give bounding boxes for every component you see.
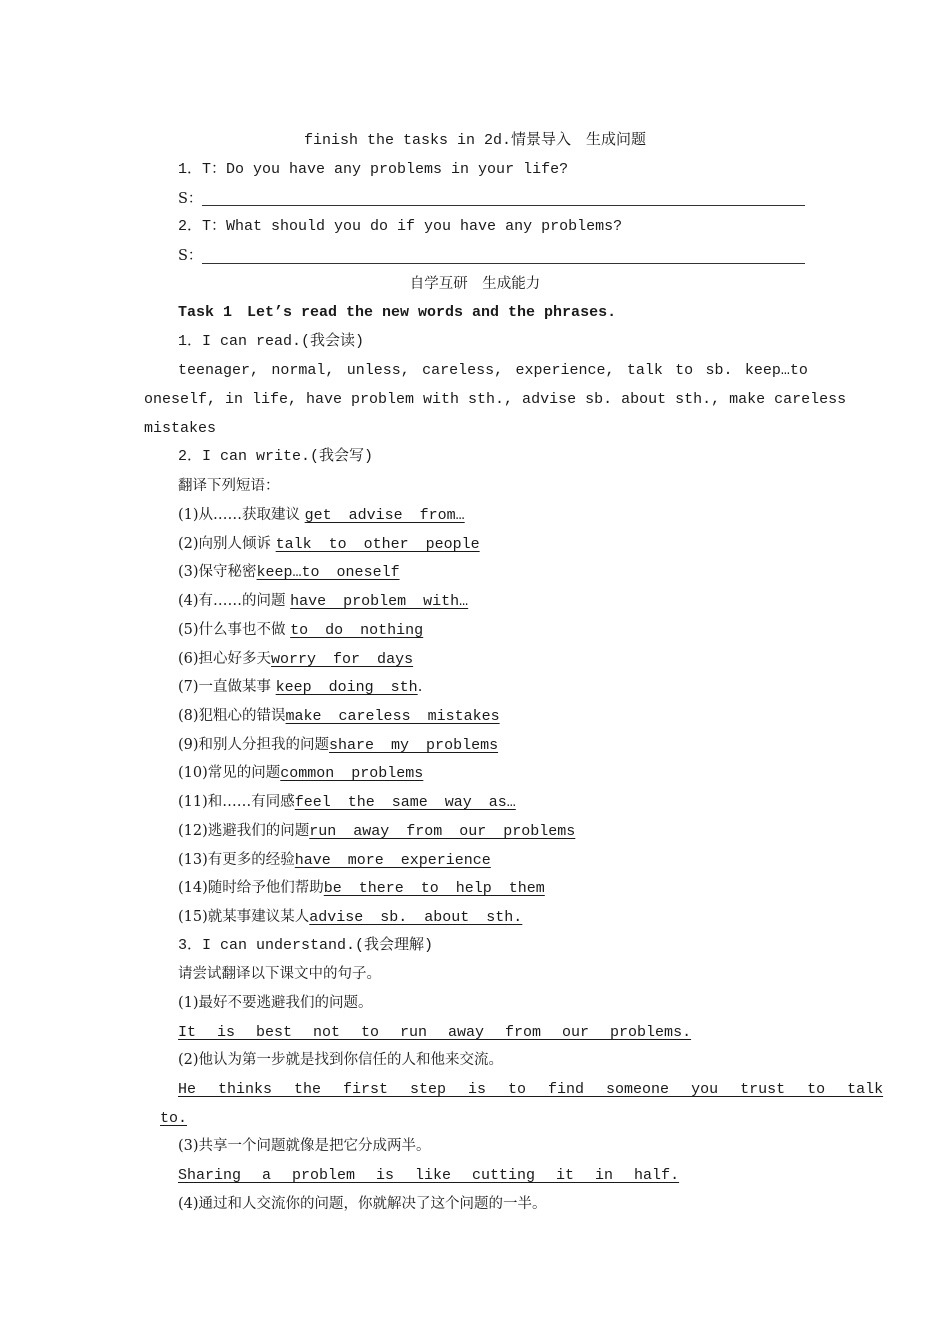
item-prompt: (13)有更多的经验 [178, 852, 295, 868]
read-words-line-1 [178, 361, 808, 381]
item-answer: keep…to oneself [256, 564, 400, 581]
sentence-answer: Sharing a problem is like cutting it in half. [178, 1167, 680, 1184]
sentence-answer-continued: to. [160, 1110, 188, 1127]
item-prompt: (5)什么事也不做 [178, 622, 286, 638]
item-answer: worry for days [271, 651, 414, 668]
understand-answer-3 [178, 1165, 679, 1186]
word: unless, [346, 362, 410, 379]
write-item-12 [178, 821, 575, 842]
answer-blank-2[interactable] [202, 263, 805, 264]
item-prompt: (9)和别人分担我的问题 [178, 737, 330, 753]
section-title: 自学互研 生成能力 [409, 276, 541, 292]
item-answer: talk to other people [275, 536, 480, 553]
question-1 [178, 160, 568, 180]
understand-instruction: 请尝试翻译以下课文中的句子。 [178, 966, 381, 982]
item-answer: have more experience [294, 852, 491, 869]
word: teenager, [178, 362, 260, 379]
item-prompt: (10)常见的问题 [178, 765, 281, 781]
read-words-line-3: mistakes [144, 420, 217, 437]
write-item-6 [178, 649, 413, 670]
write-item-2 [178, 534, 480, 555]
read-words-line-2: oneself, in life, have problem with sth., advise sb. about sth., make careless [144, 391, 847, 408]
understand-prompt-1: (1)最好不要逃避我们的问题。 [178, 995, 373, 1011]
word: keep…to [744, 362, 808, 379]
write-item-5 [178, 620, 423, 641]
item-answer: feel the same way as… [294, 794, 516, 811]
item-answer: keep doing sth [275, 679, 418, 696]
question-2 [178, 217, 622, 237]
intro-line: finish the tasks in 2d.情景导入 生成问题 [303, 132, 647, 149]
understand-prompt-4: (4)通过和人交流你的问题，你就解决了这个问题的一半。 [178, 1196, 547, 1212]
read-heading: 1．I can read.(我会读) [178, 333, 365, 350]
write-item-15 [178, 907, 522, 928]
understand-heading: 3．I can understand.(我会理解) [178, 937, 434, 954]
item-answer: advise sb. about sth. [309, 909, 523, 926]
item-prompt: (15)就某事建议某人 [178, 909, 310, 925]
write-item-3 [178, 562, 400, 583]
write-item-14 [178, 878, 545, 899]
write-heading: 2．I can write.(我会写) [178, 448, 374, 465]
item-prompt: (4)有……的问题 [178, 593, 286, 609]
understand-prompt-2: (2)他认为第一步就是找到你信任的人和他来交流。 [178, 1052, 504, 1068]
item-answer: be there to help them [323, 880, 545, 897]
question-number: 2． [178, 218, 203, 235]
write-item-9 [178, 735, 498, 756]
write-item-10 [178, 763, 423, 784]
question-text: T：What should you do if you have any problems? [202, 218, 623, 235]
item-prompt: (1)从……获取建议 [178, 507, 301, 523]
sentence-answer: It is best not to run away from our problems. [178, 1024, 692, 1041]
word: talk [626, 362, 663, 379]
write-item-13 [178, 850, 491, 871]
item-prompt: (2)向别人倾诉 [178, 536, 272, 552]
item-answer: share my problems [329, 737, 499, 754]
word: careless, [422, 362, 504, 379]
word: to [675, 362, 694, 379]
write-instruction: 翻译下列短语： [178, 478, 280, 494]
word: sb. [705, 362, 733, 379]
understand-answer-2 [178, 1079, 883, 1100]
understand-answer-2-cont [144, 1108, 189, 1129]
item-prompt: (6)担心好多天 [178, 651, 272, 667]
item-answer: common problems [280, 765, 424, 782]
word: experience, [515, 362, 615, 379]
item-prompt: (12)逃避我们的问题 [178, 823, 310, 839]
word: normal, [271, 362, 335, 379]
item-answer: to do nothing [290, 622, 424, 639]
write-item-8 [178, 706, 500, 727]
question-text: T：Do you have any problems in your life? [202, 161, 569, 178]
item-prompt: (8)犯粗心的错误 [178, 708, 286, 724]
item-prompt: (11)和……有同感 [178, 794, 295, 810]
answer-label-2: S： [178, 248, 203, 264]
item-answer: get advise from… [304, 507, 465, 524]
item-answer: have problem with… [290, 593, 469, 610]
answer-label-1: S： [178, 191, 203, 207]
item-answer: run away from our problems [309, 823, 576, 840]
item-prompt: (7)一直做某事 [178, 679, 272, 695]
understand-prompt-3: (3)共享一个问题就像是把它分成两半。 [178, 1138, 431, 1154]
item-answer: make careless mistakes [285, 708, 500, 725]
write-item-4 [178, 591, 468, 612]
answer-blank-1[interactable] [202, 205, 805, 206]
sentence-answer: He thinks the first step is to find someone you trust to talk [178, 1081, 884, 1098]
write-item-11 [178, 792, 516, 813]
understand-answer-1 [178, 1022, 691, 1043]
task1-title: Task 1 Let’s read the new words and the phrases. [178, 304, 617, 321]
item-prompt: (3)保守秘密 [178, 564, 257, 580]
question-number: 1． [178, 161, 203, 178]
item-prompt: (14)随时给予他们帮助 [178, 880, 324, 896]
write-item-7 [178, 677, 422, 698]
write-item-1 [178, 505, 465, 526]
item-suffix: . [417, 679, 423, 695]
